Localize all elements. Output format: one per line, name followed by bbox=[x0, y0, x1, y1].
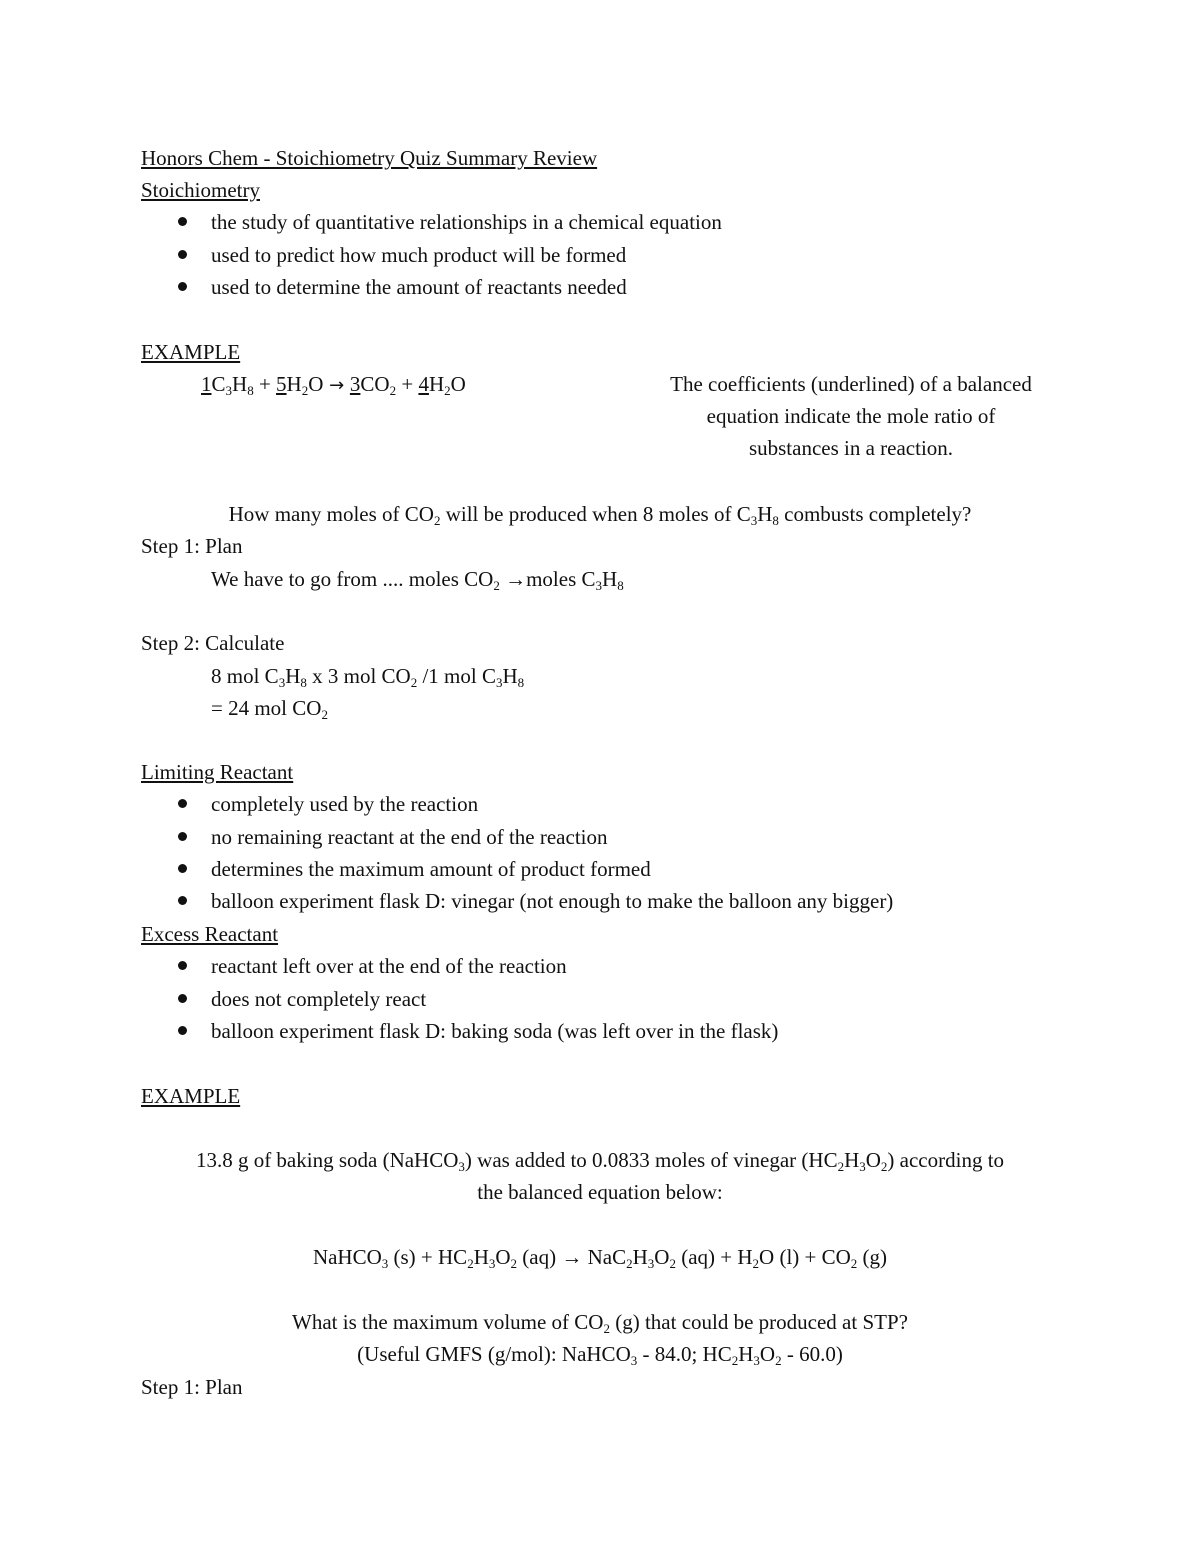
example-2-gmfs: (Useful GMFS (g/mol): NaHCO$_3$ - 84.0; $HC_2H_3O_2 - 60.0$) bbox=[357, 1342, 843, 1368]
example-2-question: What is the maximum volume of $CO_2$ (g) that could be produced at STP? bbox=[292, 1310, 908, 1336]
bullet-icon bbox=[178, 994, 187, 1003]
section-heading-excess-reactant: Excess Reactant bbox=[141, 922, 279, 946]
list-item: balloon experiment flask D: baking soda (was left over in the flask) bbox=[211, 1019, 779, 1043]
step-1-label: Step 1: Plan bbox=[141, 534, 243, 558]
example-2-equation: NaHCO$_3$ $(s) + HC_2H_3O_2$ $(aq) \to NaC_2H_3O_2$ $(aq) + H_2O$ $(l) + CO_2$ (g) bbox=[312, 1245, 888, 1271]
example-question: How many moles of $CO_2$ will be produced when 8 moles of $C_3H_8$ combusts completely? bbox=[228, 502, 972, 528]
list-item: reactant left over at the end of the reaction bbox=[211, 954, 567, 978]
section-heading-stoichiometry: Stoichiometry bbox=[141, 178, 260, 202]
bullet-icon bbox=[178, 961, 187, 970]
coefficient-note-line-2: equation indicate the mole ratio of bbox=[706, 404, 996, 428]
list-item: completely used by the reaction bbox=[211, 792, 479, 816]
list-item: determines the maximum amount of product formed bbox=[211, 857, 651, 881]
list-item: no remaining reactant at the end of the reaction bbox=[211, 825, 608, 849]
example-2-intro-line-1: 13.8 g of baking soda (NaHCO$_3$) was added to 0.0833 moles of vinegar $(HC_2H_3O_2)$ according to bbox=[195, 1148, 1005, 1174]
step-2-calculation: 8 mol $C_3H_8$ x 3 mol $CO_2$ /1 mol $C_3H_8$ bbox=[211, 664, 525, 690]
example-2-intro-line-2: the balanced equation below: bbox=[477, 1180, 723, 1204]
example-heading: EXAMPLE bbox=[141, 340, 241, 364]
bullet-icon bbox=[178, 832, 187, 841]
step-1-text: We have to go from .... moles $CO_2$ →moles $C_3H_8$ bbox=[211, 567, 624, 593]
bullet-icon bbox=[178, 217, 187, 226]
list-item: does not completely react bbox=[211, 987, 427, 1011]
list-item: used to determine the amount of reactants needed bbox=[211, 275, 627, 299]
example-heading: EXAMPLE bbox=[141, 1084, 241, 1108]
coefficient-note-line-1: The coefficients (underlined) of a balanced bbox=[670, 372, 1032, 396]
step-2-label: Step 2: Calculate bbox=[141, 631, 285, 655]
list-item: balloon experiment flask D: vinegar (not enough to make the balloon any bigger) bbox=[211, 889, 894, 913]
bullet-icon bbox=[178, 896, 187, 905]
bullet-icon bbox=[178, 864, 187, 873]
coefficient-note-line-3: substances in a reaction. bbox=[748, 436, 954, 460]
step-2-result: = 24 mol $CO_2$ bbox=[211, 696, 328, 722]
list-item: used to predict how much product will be formed bbox=[211, 243, 627, 267]
bullet-icon bbox=[178, 799, 187, 808]
bullet-icon bbox=[178, 282, 187, 291]
section-heading-limiting-reactant: Limiting Reactant bbox=[141, 760, 294, 784]
bullet-icon bbox=[178, 250, 187, 259]
example-2-step-1-label: Step 1: Plan bbox=[141, 1375, 243, 1399]
bullet-icon bbox=[178, 1026, 187, 1035]
balanced-equation: $1C_3H_8 + 5H_2O \to 3CO_2 + 4H_2O$ bbox=[201, 372, 466, 398]
list-item: the study of quantitative relationships in a chemical equation bbox=[211, 210, 722, 234]
document-title: Honors Chem - Stoichiometry Quiz Summary Review bbox=[141, 146, 598, 170]
